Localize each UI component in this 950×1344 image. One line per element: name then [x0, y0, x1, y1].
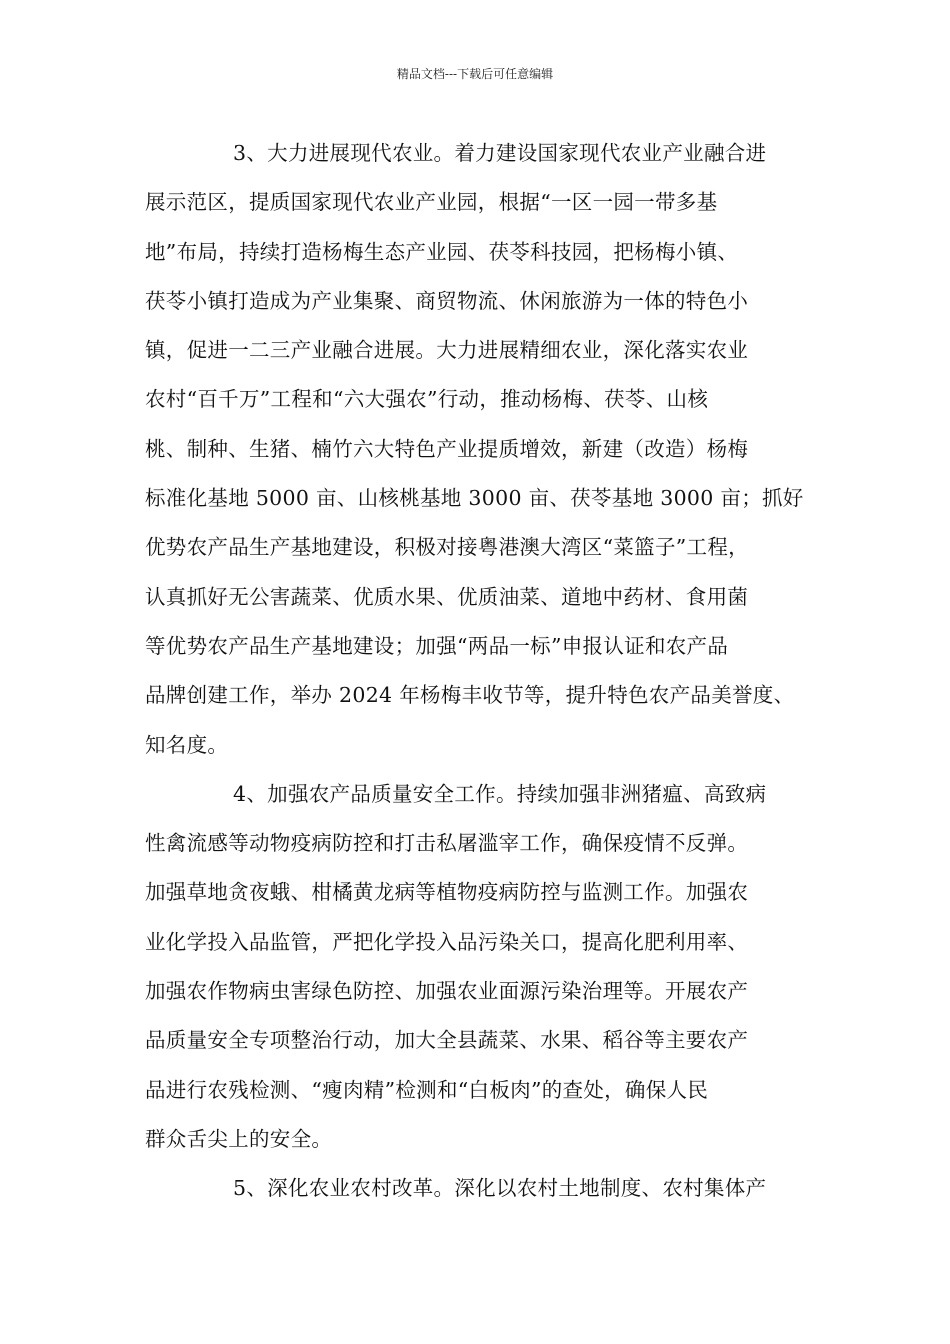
paragraph-4-line-8: 群众舌尖上的安全。 [145, 1126, 333, 1151]
paragraph-3-line-1: 3、大力进展现代农业。着力建设国家现代农业产业融合进 [233, 141, 767, 165]
paragraph-3-line-11: 等优势农产品生产基地建设；加强“两品一标”申报认证和农产品 [145, 633, 729, 658]
paragraph-3-line-10: 认真抓好无公害蔬菜、优质水果、优质油菜、道地中药材、食用菌 [145, 584, 749, 609]
paragraph-3-line-2: 展示范区，提质国家现代农业产业园，根据“一区一园一带多基 [145, 190, 718, 215]
page-header: 精品文档---下载后可任意编辑 [396, 67, 554, 81]
paragraph-5-line-1: 5、深化农业农村改革。深化以农村土地制度、农村集体产 [233, 1176, 767, 1201]
paragraph-4-line-1: 4、加强农产品质量安全工作。持续加强非洲猪瘟、高致病 [233, 781, 767, 806]
paragraph-4-line-2: 性禽流感等动物疫病防控和打击私屠滥宰工作，确保疫情不反弹。 [145, 831, 749, 856]
paragraph-4-line-6: 品质量安全专项整治行动，加大全县蔬菜、水果、稻谷等主要农产 [145, 1028, 749, 1053]
paragraph-3-line-12: 品牌创建工作，举办 2024 年杨梅丰收节等，提升特色农产品美誉度、 [145, 683, 795, 708]
paragraph-4-line-4: 业化学投入品监管，严把化学投入品污染关口，提高化肥利用率、 [145, 929, 749, 954]
paragraph-3-line-7: 桃、制种、生猪、楠竹六大特色产业提质增效，新建（改造）杨梅 [145, 436, 749, 461]
paragraph-3-line-6: 农村“百千万”工程和“六大强农”行动，推动杨梅、茯苓、山核 [145, 387, 709, 412]
paragraph-3-line-3: 地”布局，持续打造杨梅生态产业园、茯苓科技园，把杨梅小镇、 [145, 239, 739, 264]
paragraph-4-line-7: 品进行农残检测、“瘦肉精”检测和“白板肉”的查处，确保人民 [145, 1077, 709, 1102]
paragraph-3-line-13: 知名度。 [145, 732, 229, 757]
paragraph-4-line-5: 加强农作物病虫害绿色防控、加强农业面源污染治理等。开展农产 [145, 979, 749, 1004]
paragraph-3-line-8: 标准化基地 5000 亩、山核桃基地 3000 亩、茯苓基地 3000 亩；抓好 [145, 486, 804, 511]
paragraph-3-line-5: 镇，促进一二三产业融合进展。大力进展精细农业，深化落实农业 [145, 338, 749, 363]
paragraph-3-line-9: 优势农产品生产基地建设，积极对接粤港澳大湾区“菜篮子”工程， [145, 535, 749, 560]
paragraph-3-line-4: 茯苓小镇打造成为产业集聚、商贸物流、休闲旅游为一体的特色小 [145, 288, 749, 313]
paragraph-4-line-3: 加强草地贪夜蛾、柑橘黄龙病等植物疫病防控与监测工作。加强农 [145, 880, 749, 905]
document-body [145, 133, 835, 1218]
